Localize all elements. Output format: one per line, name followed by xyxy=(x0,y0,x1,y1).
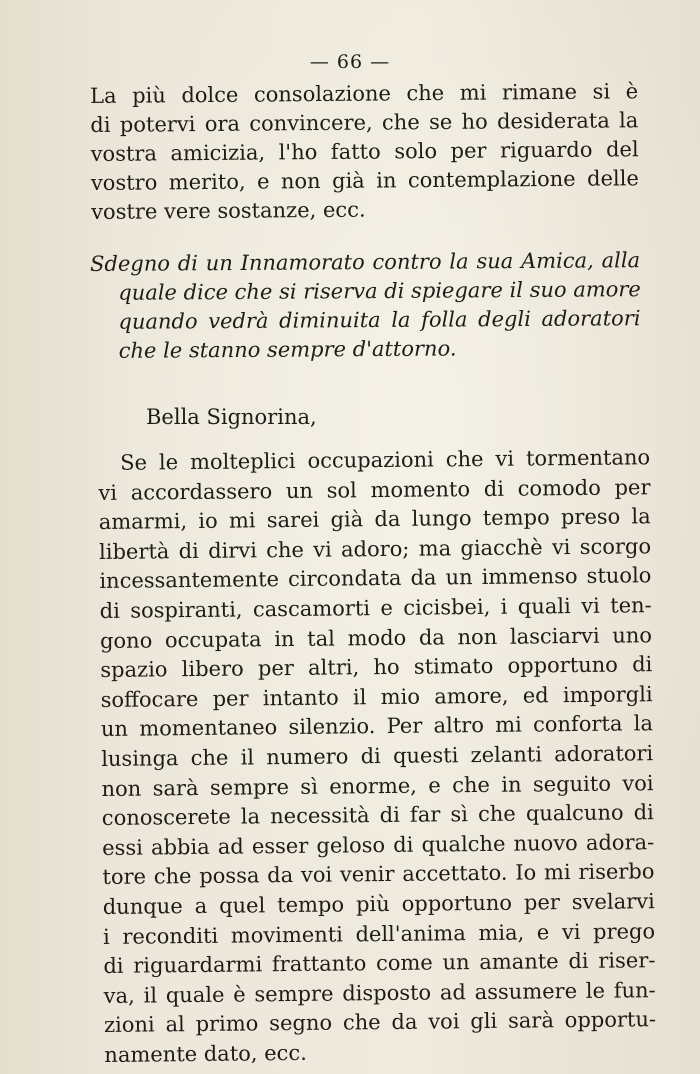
text-line: spazio libero per altri, ho stimato opportuno di xyxy=(100,652,653,683)
letter-body xyxy=(98,443,656,1070)
salutation: Bella Signorina, xyxy=(146,405,317,429)
closing-paragraph xyxy=(90,77,639,227)
text-line: di sospiranti, cascamorti e cicisbei, i quali vi ten- xyxy=(99,593,652,623)
letter-heading xyxy=(90,246,641,366)
text-line: conoscerete la necessità di far sì che qualcuno di xyxy=(101,800,654,831)
text-line: amarmi, io mi sarei già da lungo tempo preso la xyxy=(98,504,651,535)
text-line: incessantemente circondata da un immenso stuolo xyxy=(99,563,652,594)
text-line: di potervi ora convincere, che se ho desiderata la xyxy=(90,108,639,137)
text-line: di riguardarmi frattanto come un amante di riser- xyxy=(103,948,656,979)
text-line: un momentaneo silenzio. Per altro mi conforta la xyxy=(100,711,654,742)
text-line: vostro merito, e non già in contemplazione delle xyxy=(90,166,639,195)
text-line: soffocare per intanto il mio amore, ed imporgli xyxy=(100,681,653,712)
text-line: tore che possa da voi venir accettato. Io mi riserbo xyxy=(102,859,655,890)
heading-line: che le stanno sempre d'attorno. xyxy=(118,336,457,363)
text-line: dunque a quel tempo più opportuno per svelarvi xyxy=(102,889,655,919)
text-line: va, il quale è sempre disposto ad assumere le fun- xyxy=(103,977,656,1008)
text-line: gono occupata in tal modo da non lasciarvi uno xyxy=(99,622,653,653)
text-line: essi abbia ad esser geloso di qualche nuovo adora- xyxy=(102,829,655,860)
page-number: — 66 — xyxy=(309,51,391,73)
heading-line: quando vedrà diminuita la folla degli adoratori xyxy=(118,306,641,334)
text-line: La più dolce consolazione che mi rimane si è xyxy=(90,79,639,108)
text-line: vi accordassero un sol momento di comodo per xyxy=(98,474,651,505)
text-line: vostre vere sostanze, ecc. xyxy=(91,197,366,224)
text-line: libertà di dirvi che vi adoro; ma giacchè vi scorgo xyxy=(98,533,652,564)
text-line: i reconditi movimenti dell'anima mia, e vi prego xyxy=(102,918,656,949)
text-line: non sarà sempre sì enorme, e che in seguito voi xyxy=(101,770,654,801)
text-line: Se le molteplici occupazioni che vi tormentano xyxy=(120,445,651,475)
heading-line: quale dice che si riserva di spiegare il suo amore xyxy=(118,277,641,305)
text-line: lusinga che il numero di questi zelanti adoratori xyxy=(101,741,654,771)
heading-line: Sdegno di un Innamorato contro la sua Amica, alla xyxy=(90,248,641,276)
text-line: vostra amicizia, l'ho fatto solo per riguardo del xyxy=(90,137,639,166)
text-line: namente dato, ecc. xyxy=(104,1040,307,1067)
text-line: zioni al primo segno che da voi gli sarà opportu- xyxy=(103,1007,657,1038)
